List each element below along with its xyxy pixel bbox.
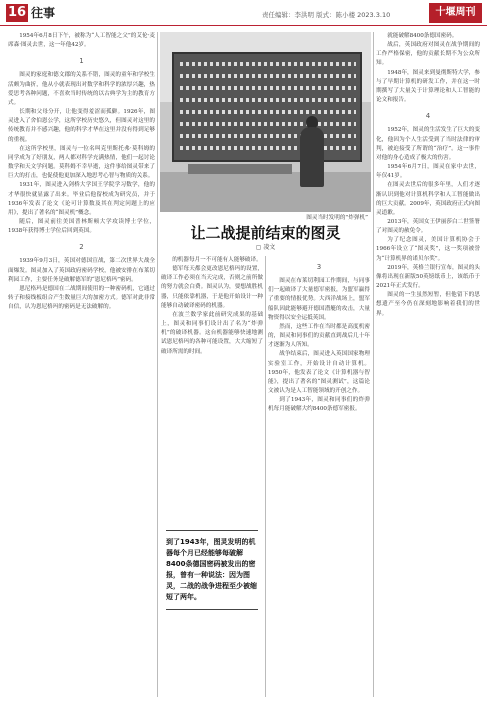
paragraph: 的机器每月一不可能有人能够破译。 xyxy=(172,257,262,263)
section-marker: 3 xyxy=(316,263,322,271)
section-marker: 4 xyxy=(425,112,431,121)
paragraph: 到了1943年，图灵和同事们的炸弹机每月能破解大约8400条德军密报。 xyxy=(268,397,370,413)
page-number: 16 xyxy=(7,5,27,20)
section-marker: 1 xyxy=(79,57,84,66)
article-column-1 xyxy=(8,32,155,697)
paragraph: 1952年，图灵的生活发生了巨大的变化，他因为个人生活受到了当时法律的审判，被迫接受了所谓的“治疗”。这一事件对他的身心造成了极大的伤害。 xyxy=(376,127,480,161)
paragraph: 为了纪念图灵，美国计算机协会于1966年设立了“图灵奖”，这一奖项被誉为“计算机界的诺贝尔奖”。 xyxy=(376,237,480,262)
section-name: 往事 xyxy=(31,6,56,20)
paragraph: 恩尼格玛是德国在二战期间使用的一种密码机，它通过转子和接线板组合产生数量巨大的加密方式。德军对此非常自信，认为恩尼格玛的密码是无法破解的。 xyxy=(8,285,155,311)
paragraph: 图灵的家庭和德文郡的关系不错，图灵的童年和学校生活颇为曲折，他从小就表现出对数学和科学的浓厚兴趣，热爱思考各种问题，不喜欢当时传统的以古典学为主的教育方式。 xyxy=(8,72,155,106)
paragraph: 然而，这些工作在当时都是高度机密的，图灵和同事们的贡献直到战后几十年才逐渐为人所知。 xyxy=(268,323,370,349)
paragraph: 在这所学校里，图灵与一位名叫克里斯托弗·莫科姆的同学成为了好朋友，两人都对科学充满热情，他们一起讨论数学和天文学问题。莫科姆不幸早逝，这件事给图灵带来了巨大的打击，也促使他更加深入地思考心智与物质的关系。 xyxy=(8,145,155,180)
pull-quote: 到了1943年，图灵发明的机器每个月已经能够每破解8400条德国密码被发出的密报，曾有一种说法：因为图灵，二战的战争进程至少被缩短了两年。 xyxy=(166,530,258,610)
section-marker: 2 xyxy=(79,243,84,252)
column-divider xyxy=(373,32,374,697)
column-divider xyxy=(265,256,266,697)
paragraph: 1931年，图灵进入剑桥大学国王学院学习数学，他的才华很快就显露了出来。毕业后他留校成为研究员，并于1936年发表了论文《论可计算数及其在判定问题上的应用》，提出了著名的“图灵机”概念。 xyxy=(8,182,155,216)
article-column-2 xyxy=(161,256,263,697)
paragraph: 2013年，英国女王伊丽莎白二世签署了对图灵的赦免令。 xyxy=(376,218,480,235)
article-title: 让二战提前结束的图灵 xyxy=(190,224,341,242)
paragraph: 图灵的一生虽然短暂，但他留下的思想遗产至今仍在深刻地影响着我们的世界。 xyxy=(376,292,480,317)
paragraph: 1948年，图灵来到曼彻斯特大学，参与了早期计算机的研发工作，并在这一时期撰写了大量关于计算理论和人工智能的论文和报告。 xyxy=(376,69,480,104)
article-column-3 xyxy=(268,256,370,697)
page-header xyxy=(0,0,487,26)
paragraph: 在波兰数学家此前研究成果的基础上，图灵和同事们设计出了名为“炸弹机”的破译机器。这台机器能够快速地测试恩尼格玛的各种可能设置，大大缩短了破译所需的时间。 xyxy=(161,311,263,355)
paragraph: 1954年6月7日，图灵在家中去世，年仅41岁。 xyxy=(376,164,480,180)
paragraph: 在图灵去世后的很多年里，人们才逐渐认识到他对计算机科学和人工智能做出的巨大贡献。2009年，英国政府正式向图灵道歉。 xyxy=(376,182,480,216)
paragraph: 2019年，英格兰银行宣布，图灵的头像将出现在新版50英镑纸币上，该纸币于2021年正式发行。 xyxy=(376,264,480,290)
paragraph: 图灵在布莱切利园工作期间，与同事们一起破译了大量德军密报，为盟军赢得了重要的情报优势。大西洋战场上，盟军船队因此能够避开德国潜艇的攻击，大量物资得以安全运抵英国。 xyxy=(268,278,370,321)
paragraph: 战后，英国政府对图灵在战争期间的工作严格保密，他的贡献长期不为公众所知。 xyxy=(376,42,480,67)
paragraph: 战争结束后，图灵进入英国国家物理实验室工作，开始设计自动计算机。1950年，他发表了论文《计算机器与智能》，提出了著名的“图灵测试”，这篇论文被认为是人工智能领域的开创之作。 xyxy=(268,351,370,395)
paragraph: 随后，图灵前往美国普林斯顿大学攻读博士学位，1938年获得博士学位后回到英国。 xyxy=(8,218,155,235)
photo-caption: 图灵当时发明的“炸弹机” xyxy=(306,215,368,221)
paragraph: 长期和父母分开，让他变得羞涩而孤僻。1926年，图灵进入了舍伯恩公学，这所学校历史悠久，但图灵对这里的传统教育并不感兴趣，他的科学才华在这里并没有得到足够的重视。 xyxy=(8,109,155,143)
editor-credits: 责任编辑：李洪明 版式：陈小楼 2023.3.10 xyxy=(262,11,391,19)
publication-logo: 十堰周刊 xyxy=(429,3,482,23)
paragraph: 1954年6月8日下午，被称为“人工智能之父”的艾伦·麦席森·图灵去世，这一年他42岁。 xyxy=(8,33,155,49)
paragraph: 就能破解8400条德国密码。 xyxy=(387,33,458,39)
column-divider xyxy=(157,32,158,697)
paragraph: 1939年9月3日，英国对德国宣战，第二次世界大战全面爆发。图灵加入了英国政府密码学校，他被安排在布莱切利园工作，主要任务是破解德军的“恩尼格玛”密码。 xyxy=(8,258,155,283)
paragraph: 德军每天都会更改恩尼格玛的设置，破译工作必须在当天完成，否则之前所做的努力就会白费。图灵认为，要想战胜机器，只能依靠机器，于是他开始设计一种能够自动破译密码的机器。 xyxy=(161,266,263,309)
article-byline: ▢ 凌文 xyxy=(255,244,276,251)
article-column-4 xyxy=(376,32,480,697)
bombe-machine-photo xyxy=(160,32,371,212)
